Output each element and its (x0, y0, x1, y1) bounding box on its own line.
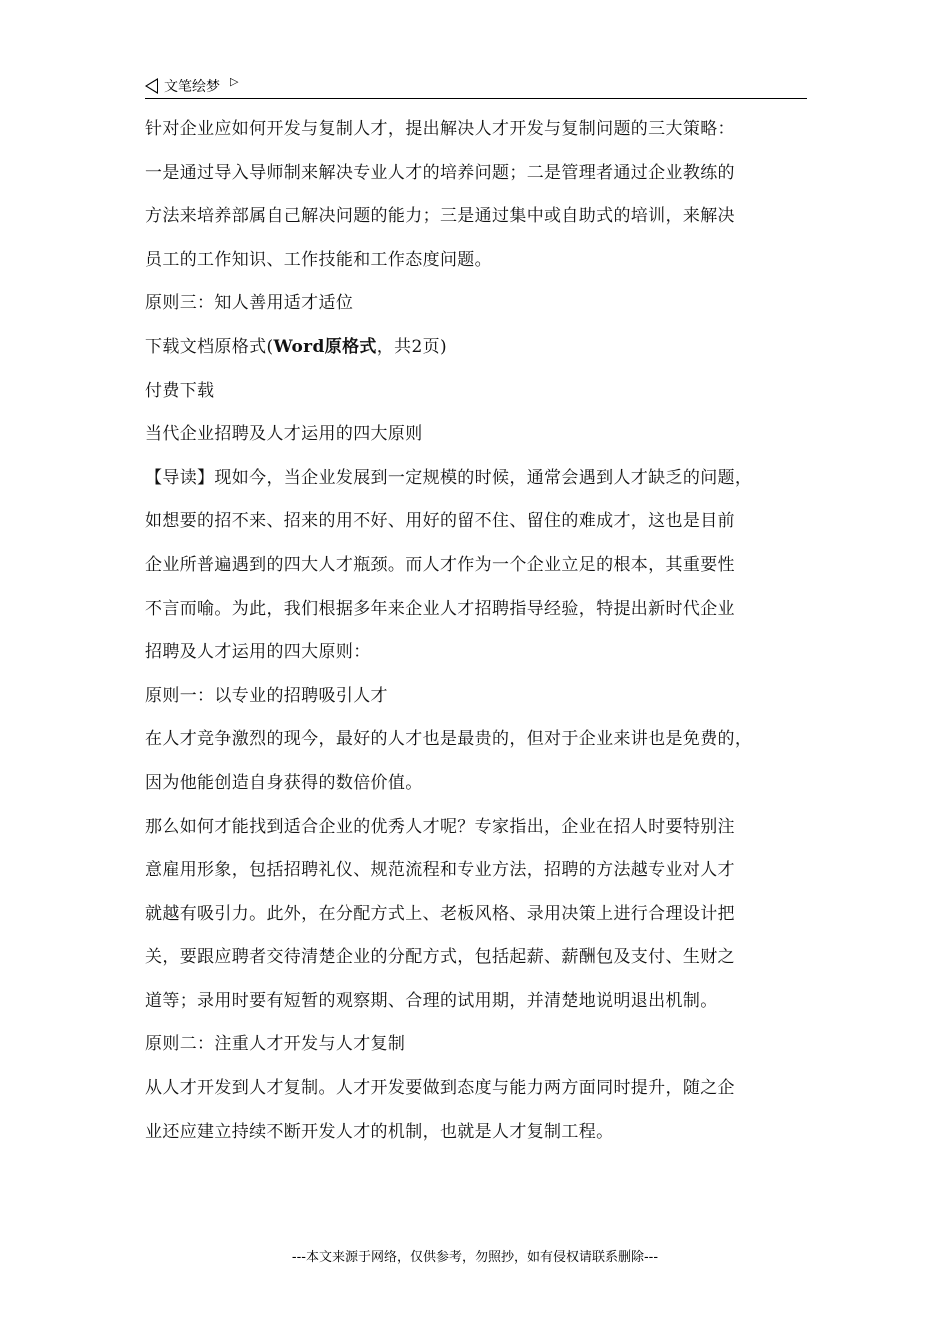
paragraph-line: 业还应建立持续不断开发人才的机制，也就是人才复制工程。 (145, 1121, 614, 1142)
paragraph-line: 方法来培养部属自己解决问题的能力；三是通过集中或自助式的培训，来解决 (145, 206, 735, 227)
download-suffix: ，共2页) (376, 336, 447, 357)
paragraph-line: 不言而喻。为此，我们根据多年来企业人才招聘指导经验，特提出新时代企业 (145, 598, 735, 619)
document-body (145, 108, 805, 1154)
paragraph-line: 道等；录用时要有短暂的观察期、合理的试用期，并清楚地说明退出机制。 (145, 990, 718, 1011)
download-format: Word原格式 (273, 336, 377, 357)
page-header (145, 74, 807, 99)
download-link[interactable] (145, 326, 805, 370)
paragraph-line: 针对企业应如何开发与复制人才，提出解决人才开发与复制问题的三大策略： (145, 119, 735, 139)
section-heading: 原则一：以专业的招聘吸引人才 (145, 685, 388, 706)
paragraph-line: 那么如何才能找到适合企业的优秀人才呢？专家指出，企业在招人时要特别注 (145, 816, 735, 837)
paragraph-line: 【导读】现如今，当企业发展到一定规模的时候，通常会遇到人才缺乏的问题， (145, 467, 753, 488)
triangle-right-icon: ▷ (230, 74, 239, 88)
paragraph-line: 关，要跟应聘者交待清楚企业的分配方式，包括起薪、薪酬包及支付、生财之 (145, 947, 735, 968)
paragraph-line: 员工的工作知识、工作技能和工作态度问题。 (145, 249, 492, 270)
triangle-left-icon (145, 78, 158, 94)
paragraph-line: 在人才竞争激烈的现今，最好的人才也是最贵的，但对于企业来讲也是免费的， (145, 729, 753, 750)
download-prefix: 下载文档原格式( (145, 336, 274, 357)
paragraph-line: 就越有吸引力。此外，在分配方式上、老板风格、录用决策上进行合理设计把 (145, 903, 735, 924)
header-title: 文笔绘梦 (164, 79, 220, 95)
paragraph-line: 一是通过导入导师制来解决专业人才的培养问题；二是管理者通过企业教练的 (145, 162, 735, 183)
paragraph-line: 因为他能创造自身获得的数倍价值。 (145, 772, 423, 793)
paragraph-line: 企业所普遍遇到的四大人才瓶颈。而人才作为一个企业立足的根本，其重要性 (145, 554, 735, 575)
section-heading: 原则三：知人善用适才适位 (145, 293, 354, 314)
article-title: 当代企业招聘及人才运用的四大原则 (145, 424, 423, 445)
paragraph-line: 意雇用形象，包括招聘礼仪、规范流程和专业方法，招聘的方法越专业对人才 (145, 860, 735, 881)
paid-download-link[interactable]: 付费下载 (145, 380, 215, 401)
paragraph-line: 如想要的招不来、招来的用不好、用好的留不住、留住的难成才，这也是目前 (145, 511, 735, 532)
page-footer: ---本文来源于网络，仅供参考，勿照抄，如有侵权请联系删除--- (291, 1250, 659, 1265)
section-heading: 原则二：注重人才开发与人才复制 (145, 1034, 406, 1055)
paragraph-line: 从人才开发到人才复制。人才开发要做到态度与能力两方面同时提升，随之企 (145, 1078, 735, 1099)
paragraph-line: 招聘及人才运用的四大原则： (145, 642, 371, 663)
